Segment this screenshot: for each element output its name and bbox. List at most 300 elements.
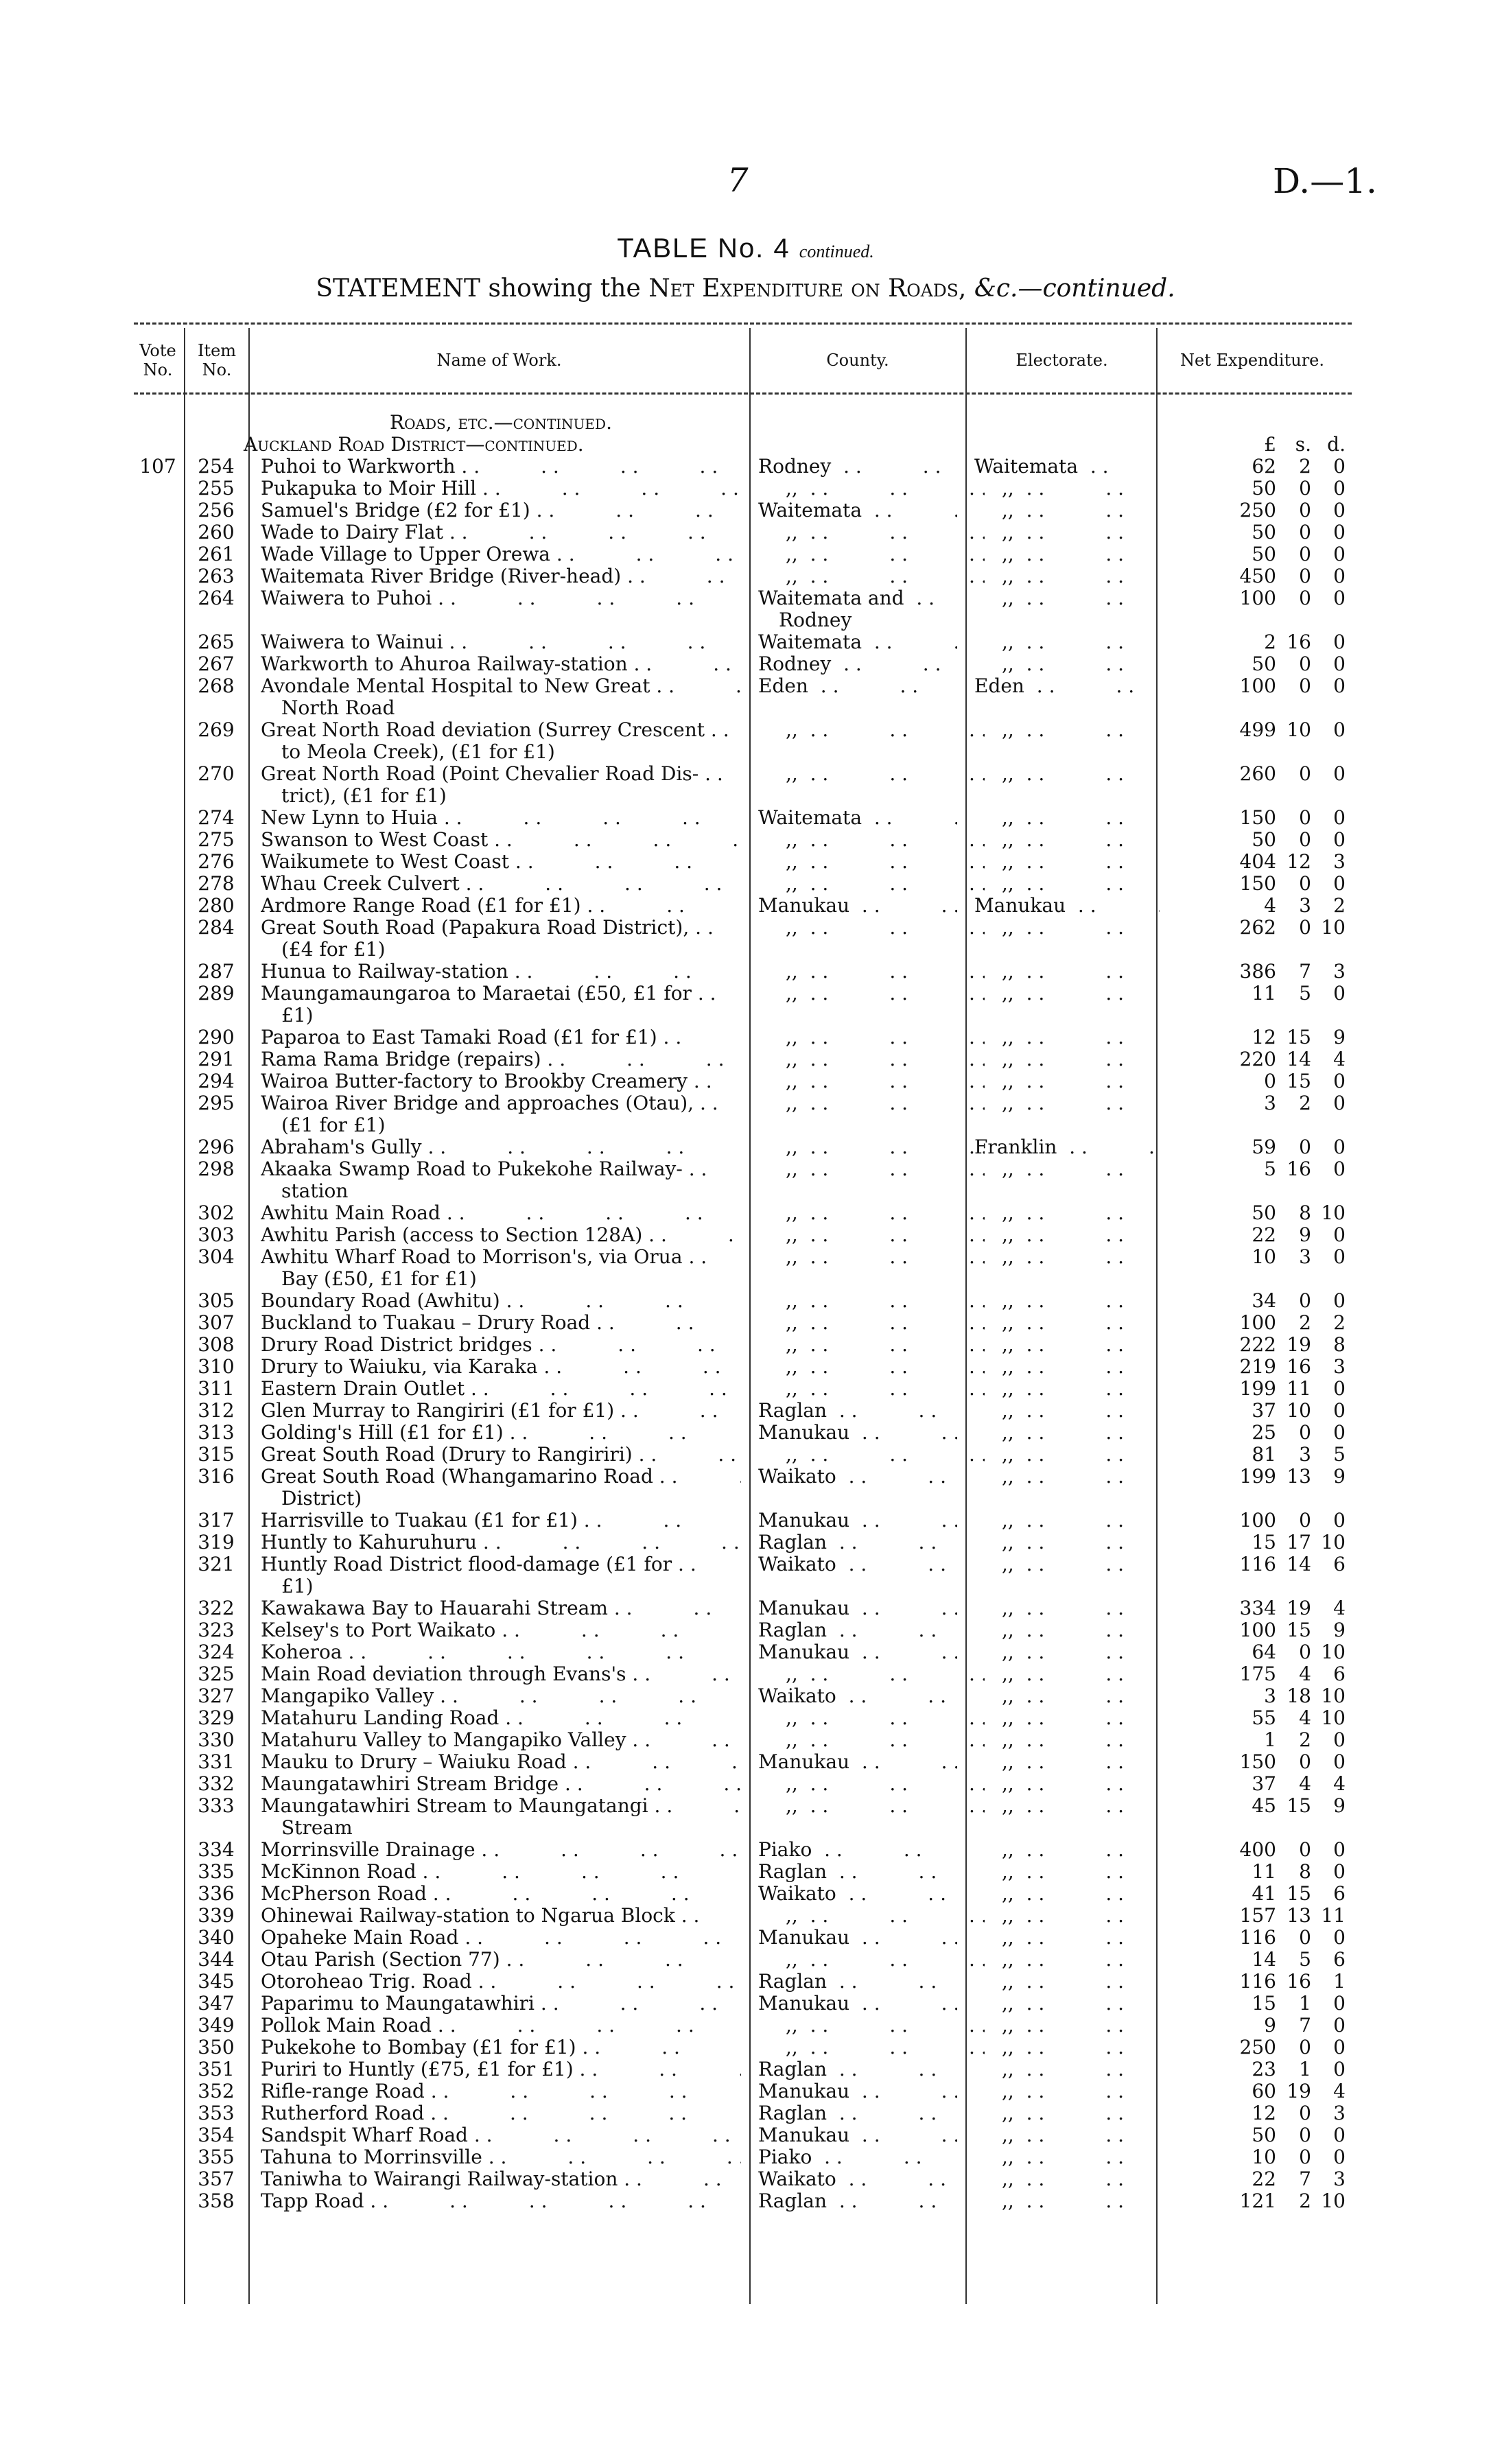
table-row bbox=[134, 1663, 1352, 1685]
expenditure-pence: 0 bbox=[1333, 499, 1346, 521]
electorate: ,, . . bbox=[974, 1839, 1187, 1861]
county: ,, . . bbox=[758, 983, 985, 1005]
county: Manukau . . bbox=[758, 2080, 957, 2102]
item-number: 267 bbox=[198, 653, 235, 675]
item-number: 353 bbox=[198, 2102, 235, 2124]
county: Raglan . . bbox=[758, 2058, 957, 2080]
county: Waikato . . bbox=[758, 1466, 957, 1488]
work-name: Eastern Drain Outlet . . bbox=[261, 1378, 741, 1400]
county: Manukau . . bbox=[758, 1510, 957, 1532]
header-name-of-work: Name of Work. bbox=[436, 351, 562, 370]
item-number: 355 bbox=[198, 2146, 235, 2168]
expenditure-pounds: 50 bbox=[1252, 543, 1276, 565]
electorate: ,, . . bbox=[974, 1224, 1187, 1246]
expenditure-shillings: 2 bbox=[1299, 1728, 1311, 1751]
table-row-continuation bbox=[134, 1005, 1352, 1026]
electorate: ,, . . bbox=[974, 521, 1187, 543]
item-number: 307 bbox=[198, 1311, 235, 1334]
county: Manukau . . bbox=[758, 1597, 957, 1619]
expenditure-shillings: 15 bbox=[1287, 1882, 1311, 1905]
county: ,, . . bbox=[758, 1356, 985, 1378]
item-number: 311 bbox=[198, 1377, 235, 1400]
county: ,, . . bbox=[758, 1246, 985, 1268]
expenditure-pounds: 386 bbox=[1239, 960, 1276, 983]
expenditure-pounds: 81 bbox=[1252, 1443, 1276, 1466]
expenditure-shillings: 0 bbox=[1299, 565, 1311, 587]
expenditure-shillings: 1 bbox=[1299, 2058, 1311, 2080]
table-row bbox=[134, 1532, 1352, 1553]
electorate: ,, . . bbox=[974, 1729, 1187, 1751]
item-number: 310 bbox=[198, 1355, 235, 1378]
expenditure-pounds: 220 bbox=[1239, 1048, 1276, 1070]
expenditure-pence: 0 bbox=[1333, 1728, 1346, 1751]
item-number: 339 bbox=[198, 1904, 235, 1927]
work-name: Sandspit Wharf Road . . bbox=[261, 2124, 741, 2146]
county: ,, . . bbox=[758, 521, 985, 543]
table-row bbox=[134, 2190, 1352, 2212]
item-number: 357 bbox=[198, 2168, 235, 2190]
expenditure-pence: 0 bbox=[1333, 806, 1346, 829]
work-name: Wairoa River Bridge and approaches (Otau), . . bbox=[261, 1092, 741, 1114]
table-row bbox=[134, 2168, 1352, 2190]
work-name: Otau Parish (Section 77) . . bbox=[261, 1949, 741, 1971]
table-row-continuation bbox=[134, 1575, 1352, 1597]
statement-suffix: &c.—continued. bbox=[966, 274, 1175, 303]
electorate: ,, . . bbox=[974, 961, 1187, 983]
table-row-continuation bbox=[134, 1817, 1352, 1839]
table-row bbox=[134, 1883, 1352, 1905]
electorate: ,, . . bbox=[974, 2124, 1187, 2146]
expenditure-pence: 0 bbox=[1333, 477, 1346, 500]
expenditure-pence: 0 bbox=[1333, 1245, 1346, 1268]
item-number: 289 bbox=[198, 982, 235, 1005]
work-name: Wade Village to Upper Orewa . . bbox=[261, 543, 741, 565]
electorate: Franklin . . bbox=[974, 1136, 1160, 1158]
expenditure-pounds: 15 bbox=[1252, 1531, 1276, 1553]
expenditure-pounds: 250 bbox=[1239, 499, 1276, 521]
table-row bbox=[134, 1356, 1352, 1378]
expenditure-shillings: 12 bbox=[1287, 850, 1311, 873]
work-name-continued: Stream bbox=[281, 1817, 353, 1839]
item-number: 295 bbox=[198, 1092, 235, 1114]
electorate: ,, . . bbox=[974, 2190, 1187, 2212]
work-name: Puhoi to Warkworth . . bbox=[261, 456, 741, 478]
county: ,, . . bbox=[758, 1312, 985, 1334]
electorate: ,, . . bbox=[974, 829, 1187, 851]
county: ,, . . bbox=[758, 1949, 985, 1971]
work-name: Taniwha to Wairangi Railway-station . . bbox=[261, 2168, 741, 2190]
expenditure-shillings: 0 bbox=[1299, 477, 1311, 500]
item-number: 264 bbox=[198, 587, 235, 609]
work-name-continued: (£1 for £1) bbox=[281, 1114, 386, 1136]
expenditure-pence: 3 bbox=[1333, 850, 1346, 873]
table-row bbox=[134, 500, 1352, 521]
county: ,, . . bbox=[758, 763, 985, 785]
expenditure-shillings: 4 bbox=[1299, 1663, 1311, 1685]
work-name: Pukekohe to Bombay (£1 for £1) . . bbox=[261, 2037, 741, 2058]
expenditure-pence: 0 bbox=[1333, 872, 1346, 895]
county: Raglan . . bbox=[758, 1400, 957, 1422]
county: ,, . . bbox=[758, 1290, 985, 1312]
header-bottom-rule bbox=[134, 392, 1352, 395]
table-row bbox=[134, 1048, 1352, 1070]
table-row bbox=[134, 1641, 1352, 1663]
expenditure-pounds: 50 bbox=[1252, 521, 1276, 543]
electorate: ,, . . bbox=[974, 1663, 1187, 1685]
table-row bbox=[134, 851, 1352, 873]
county: ,, . . bbox=[758, 543, 985, 565]
work-name: Opaheke Main Road . . bbox=[261, 1927, 741, 1949]
item-number: 268 bbox=[198, 674, 235, 697]
county: Raglan . . bbox=[758, 1971, 957, 1993]
work-name: Abraham's Gully . . bbox=[261, 1136, 741, 1158]
county: Waitemata . . bbox=[758, 807, 957, 829]
work-name: Golding's Hill (£1 for £1) . . bbox=[261, 1422, 741, 1444]
electorate: ,, . . bbox=[974, 807, 1187, 829]
expenditure-pounds: 150 bbox=[1239, 806, 1276, 829]
expenditure-pounds: 116 bbox=[1239, 1926, 1276, 1949]
expenditure-pence: 0 bbox=[1333, 1158, 1346, 1180]
county: ,, . . bbox=[758, 565, 985, 587]
work-name: Koheroa . . bbox=[261, 1641, 741, 1663]
county: ,, . . bbox=[758, 1048, 985, 1070]
expenditure-pence: 3 bbox=[1333, 960, 1346, 983]
electorate: ,, . . bbox=[974, 587, 1187, 609]
item-number: 317 bbox=[198, 1509, 235, 1532]
county: ,, . . bbox=[758, 1070, 985, 1092]
table-row bbox=[134, 1729, 1352, 1751]
expenditure-shillings: 15 bbox=[1287, 1619, 1311, 1641]
expenditure-shillings: 0 bbox=[1299, 916, 1311, 939]
item-number: 350 bbox=[198, 2036, 235, 2058]
work-name: Pollok Main Road . . bbox=[261, 2015, 741, 2037]
county: Raglan . . bbox=[758, 1861, 957, 1883]
expenditure-pounds: 262 bbox=[1239, 916, 1276, 939]
header-net-expenditure: Net Expenditure. bbox=[1180, 351, 1324, 370]
expenditure-pounds: 250 bbox=[1239, 2036, 1276, 2058]
table-row bbox=[134, 587, 1352, 609]
expenditure-pounds: 37 bbox=[1252, 1399, 1276, 1422]
expenditure-shillings: 15 bbox=[1287, 1070, 1311, 1092]
electorate: ,, . . bbox=[974, 2102, 1187, 2124]
table-row bbox=[134, 1246, 1352, 1268]
expenditure-pence: 3 bbox=[1333, 1355, 1346, 1378]
statement-prefix: STATEMENT showing the bbox=[316, 274, 649, 303]
item-number: 325 bbox=[198, 1663, 235, 1685]
table-row bbox=[134, 1312, 1352, 1334]
electorate: ,, . . bbox=[974, 1707, 1187, 1729]
table-row bbox=[134, 521, 1352, 543]
expenditure-shillings: 2 bbox=[1299, 1092, 1311, 1114]
county: Waikato . . bbox=[758, 1883, 957, 1905]
expenditure-pounds: 199 bbox=[1239, 1377, 1276, 1400]
expenditure-shillings: 14 bbox=[1287, 1553, 1311, 1575]
item-number: 263 bbox=[198, 565, 235, 587]
item-number: 336 bbox=[198, 1882, 235, 1905]
expenditure-pounds: 11 bbox=[1252, 1860, 1276, 1883]
county: ,, . . bbox=[758, 829, 985, 851]
item-number: 313 bbox=[198, 1421, 235, 1444]
expenditure-pence: 0 bbox=[1333, 1070, 1346, 1092]
electorate: ,, . . bbox=[974, 1466, 1187, 1488]
work-name: Maungatawhiri Stream to Maungatangi . . bbox=[261, 1795, 741, 1817]
table-rows bbox=[134, 456, 1352, 2212]
expenditure-shillings: 0 bbox=[1299, 587, 1311, 609]
expenditure-pounds: 41 bbox=[1252, 1882, 1276, 1905]
expenditure-shillings: 4 bbox=[1299, 1772, 1311, 1795]
header-county: County. bbox=[826, 351, 889, 370]
work-name: Great South Road (Drury to Rangiriri) . . bbox=[261, 1444, 741, 1466]
table-row bbox=[134, 1400, 1352, 1422]
table-title-text: TABLE No. 4 bbox=[617, 233, 790, 263]
expenditure-shillings: 0 bbox=[1299, 2036, 1311, 2058]
item-number: 255 bbox=[198, 477, 235, 500]
county: Manukau . . bbox=[758, 1927, 957, 1949]
county: Waitemata and . . bbox=[758, 587, 957, 609]
electorate: ,, . . bbox=[974, 1400, 1187, 1422]
expenditure-pounds: 59 bbox=[1252, 1136, 1276, 1158]
electorate: ,, . . bbox=[974, 1883, 1187, 1905]
expenditure-pence: 10 bbox=[1321, 916, 1346, 939]
expenditure-shillings: 0 bbox=[1299, 872, 1311, 895]
work-name-continued: £1) bbox=[281, 1575, 314, 1597]
expenditure-shillings: 0 bbox=[1299, 1641, 1311, 1663]
table-row bbox=[134, 675, 1352, 697]
table-row bbox=[134, 2124, 1352, 2146]
expenditure-shillings: 0 bbox=[1299, 1136, 1311, 1158]
expenditure-pence: 0 bbox=[1333, 1136, 1346, 1158]
expenditure-pence: 0 bbox=[1333, 521, 1346, 543]
expenditure-pence: 9 bbox=[1333, 1465, 1346, 1488]
expenditure-pence: 10 bbox=[1321, 1531, 1346, 1553]
expenditure-pence: 10 bbox=[1321, 1641, 1346, 1663]
item-number: 265 bbox=[198, 631, 235, 653]
electorate: ,, . . bbox=[974, 631, 1187, 653]
expenditure-shillings: 3 bbox=[1299, 1245, 1311, 1268]
electorate: ,, . . bbox=[974, 2037, 1187, 2058]
table-row bbox=[134, 2058, 1352, 2080]
expenditure-pounds: 10 bbox=[1252, 1245, 1276, 1268]
expenditure-pounds: 50 bbox=[1252, 477, 1276, 500]
work-name: Wade to Dairy Flat . . bbox=[261, 521, 741, 543]
work-name: Warkworth to Ahuroa Railway-station . . bbox=[261, 653, 741, 675]
work-name: Great South Road (Papakura Road District), . . bbox=[261, 917, 741, 939]
expenditure-pounds: 45 bbox=[1252, 1794, 1276, 1817]
electorate: ,, . . bbox=[974, 1641, 1187, 1663]
expenditure-pence: 6 bbox=[1333, 1663, 1346, 1685]
expenditure-pounds: 157 bbox=[1239, 1904, 1276, 1927]
expenditure-shillings: 18 bbox=[1287, 1685, 1311, 1707]
work-name: Awhitu Parish (access to Section 128A) . . bbox=[261, 1224, 741, 1246]
expenditure-pence: 10 bbox=[1321, 2190, 1346, 2212]
work-name: Mauku to Drury – Waiuku Road . . bbox=[261, 1751, 741, 1773]
county: Waikato . . bbox=[758, 2168, 957, 2190]
item-number: 274 bbox=[198, 806, 235, 829]
expenditure-shillings: 0 bbox=[1299, 674, 1311, 697]
item-number: 324 bbox=[198, 1641, 235, 1663]
work-name: Main Road deviation through Evans's . . bbox=[261, 1663, 741, 1685]
expenditure-pounds: 60 bbox=[1252, 2080, 1276, 2102]
expenditure-shillings: 16 bbox=[1287, 1355, 1311, 1378]
county: ,, . . bbox=[758, 1773, 985, 1795]
expenditure-shillings: 3 bbox=[1299, 1443, 1311, 1466]
expenditure-pence: 0 bbox=[1333, 587, 1346, 609]
expenditure-pounds: 34 bbox=[1252, 1289, 1276, 1312]
expenditure-pounds: 3 bbox=[1264, 1092, 1276, 1114]
table-row bbox=[134, 631, 1352, 653]
expenditure-shillings: 0 bbox=[1299, 1750, 1311, 1773]
expenditure-pounds: 12 bbox=[1252, 2102, 1276, 2124]
expenditure-pence: 9 bbox=[1333, 1794, 1346, 1817]
table-row-continuation bbox=[134, 785, 1352, 807]
table-row bbox=[134, 763, 1352, 785]
electorate: ,, . . bbox=[974, 1949, 1187, 1971]
expenditure-shillings: 9 bbox=[1299, 1223, 1311, 1246]
item-number: 312 bbox=[198, 1399, 235, 1422]
electorate: ,, . . bbox=[974, 1993, 1187, 2015]
expenditure-shillings: 2 bbox=[1299, 1311, 1311, 1334]
expenditure-shillings: 19 bbox=[1287, 1333, 1311, 1356]
expenditure-shillings: 19 bbox=[1287, 2080, 1311, 2102]
table-row bbox=[134, 873, 1352, 895]
table-row bbox=[134, 1927, 1352, 1949]
section-heading: Roads, etc.—continued. bbox=[390, 411, 612, 434]
expenditure-pounds: 9 bbox=[1264, 2014, 1276, 2037]
item-number: 332 bbox=[198, 1772, 235, 1795]
expenditure-pence: 0 bbox=[1333, 982, 1346, 1005]
county: Waitemata . . bbox=[758, 500, 957, 521]
expenditure-pence: 9 bbox=[1333, 1026, 1346, 1048]
expenditure-shillings: 1 bbox=[1299, 1992, 1311, 2015]
table-row bbox=[134, 653, 1352, 675]
expenditure-shillings: 0 bbox=[1299, 2146, 1311, 2168]
district-heading: Auckland Road District—continued. bbox=[244, 433, 584, 456]
work-name: Maungatawhiri Stream Bridge . . bbox=[261, 1773, 741, 1795]
expenditure-pounds: 400 bbox=[1239, 1838, 1276, 1861]
county: Rodney . . bbox=[758, 653, 957, 675]
electorate: ,, . . bbox=[974, 1378, 1187, 1400]
expenditure-pounds: 100 bbox=[1239, 1509, 1276, 1532]
work-name: Waitemata River Bridge (River-head) . . bbox=[261, 565, 741, 587]
county-continued: Rodney bbox=[779, 609, 852, 631]
expenditure-pence: 0 bbox=[1333, 1092, 1346, 1114]
table-row bbox=[134, 543, 1352, 565]
expenditure-pence: 10 bbox=[1321, 1201, 1346, 1224]
county: Raglan . . bbox=[758, 2190, 957, 2212]
county: Manukau . . bbox=[758, 895, 957, 917]
table-row bbox=[134, 1773, 1352, 1795]
expenditure-pence: 5 bbox=[1333, 1443, 1346, 1466]
table-row bbox=[134, 1839, 1352, 1861]
expenditure-shillings: 5 bbox=[1299, 982, 1311, 1005]
electorate: ,, . . bbox=[974, 565, 1187, 587]
county: ,, . . bbox=[758, 1224, 985, 1246]
work-name: Ardmore Range Road (£1 for £1) . . bbox=[261, 895, 741, 917]
electorate: ,, . . bbox=[974, 2058, 1187, 2080]
work-name: Samuel's Bridge (£2 for £1) . . bbox=[261, 500, 741, 521]
table-row bbox=[134, 807, 1352, 829]
table-row-continuation bbox=[134, 1180, 1352, 1202]
expenditure-pounds: 219 bbox=[1239, 1355, 1276, 1378]
item-number: 323 bbox=[198, 1619, 235, 1641]
expenditure-pence: 4 bbox=[1333, 2080, 1346, 2102]
item-number: 287 bbox=[198, 960, 235, 983]
expenditure-pence: 0 bbox=[1333, 1377, 1346, 1400]
county: ,, . . bbox=[758, 1092, 985, 1114]
electorate: ,, . . bbox=[974, 2168, 1187, 2190]
work-name: Glen Murray to Rangiriri (£1 for £1) . . bbox=[261, 1400, 741, 1422]
table-row bbox=[134, 1136, 1352, 1158]
table-row bbox=[134, 1707, 1352, 1729]
work-name: Boundary Road (Awhitu) . . bbox=[261, 1290, 741, 1312]
district-heading-line bbox=[134, 434, 1352, 456]
table-row bbox=[134, 2015, 1352, 2037]
expenditure-pounds: 15 bbox=[1252, 1992, 1276, 2015]
table-row bbox=[134, 1971, 1352, 1993]
electorate: ,, . . bbox=[974, 1092, 1187, 1114]
work-name: Rama Rama Bridge (repairs) . . bbox=[261, 1048, 741, 1070]
expenditure-pounds: 4 bbox=[1264, 894, 1276, 917]
work-name: McKinnon Road . . bbox=[261, 1861, 741, 1883]
work-name: Kelsey's to Port Waikato . . bbox=[261, 1619, 741, 1641]
county: ,, . . bbox=[758, 851, 985, 873]
work-name: Huntly Road District flood-damage (£1 for . . bbox=[261, 1553, 741, 1575]
work-name: Pukapuka to Moir Hill . . bbox=[261, 478, 741, 500]
table-row bbox=[134, 1202, 1352, 1224]
expenditure-shillings: 0 bbox=[1299, 828, 1311, 851]
expenditure-pence: 0 bbox=[1333, 1421, 1346, 1444]
table-row bbox=[134, 1422, 1352, 1444]
county: Waikato . . bbox=[758, 1685, 957, 1707]
item-number: 278 bbox=[198, 872, 235, 895]
table-row bbox=[134, 1158, 1352, 1180]
expenditure-pounds: 50 bbox=[1252, 653, 1276, 675]
shillings-unit: s. bbox=[1295, 433, 1311, 456]
item-number: 294 bbox=[198, 1070, 235, 1092]
work-name: Waiwera to Wainui . . bbox=[261, 631, 741, 653]
county: ,, . . bbox=[758, 1795, 985, 1817]
expenditure-shillings: 0 bbox=[1299, 762, 1311, 785]
expenditure-pounds: 0 bbox=[1264, 1070, 1276, 1092]
electorate: ,, . . bbox=[974, 1290, 1187, 1312]
work-name-continued: (£4 for £1) bbox=[281, 939, 386, 961]
county: ,, . . bbox=[758, 1158, 985, 1180]
expenditure-shillings: 0 bbox=[1299, 2124, 1311, 2146]
electorate: ,, . . bbox=[974, 917, 1187, 939]
work-name: Waiwera to Puhoi . . bbox=[261, 587, 741, 609]
electorate: ,, . . bbox=[974, 851, 1187, 873]
work-name: Mangapiko Valley . . bbox=[261, 1685, 741, 1707]
electorate: ,, . . bbox=[974, 543, 1187, 565]
table-row bbox=[134, 1905, 1352, 1927]
expenditure-shillings: 15 bbox=[1287, 1794, 1311, 1817]
electorate: ,, . . bbox=[974, 1158, 1187, 1180]
item-number: 330 bbox=[198, 1728, 235, 1751]
expenditure-shillings: 2 bbox=[1299, 2190, 1311, 2212]
expenditure-pence: 6 bbox=[1333, 1882, 1346, 1905]
work-name: Paparimu to Maungatawhiri . . bbox=[261, 1993, 741, 2015]
item-number: 315 bbox=[198, 1443, 235, 1466]
work-name: Awhitu Main Road . . bbox=[261, 1202, 741, 1224]
item-number: 276 bbox=[198, 850, 235, 873]
item-number: 316 bbox=[198, 1465, 235, 1488]
table-row bbox=[134, 983, 1352, 1005]
work-name: Harrisville to Tuakau (£1 for £1) . . bbox=[261, 1510, 741, 1532]
section-heading-line bbox=[134, 412, 1352, 434]
county: ,, . . bbox=[758, 478, 985, 500]
expenditure-pounds: 5 bbox=[1264, 1158, 1276, 1180]
expenditure-pounds: 11 bbox=[1252, 982, 1276, 1005]
